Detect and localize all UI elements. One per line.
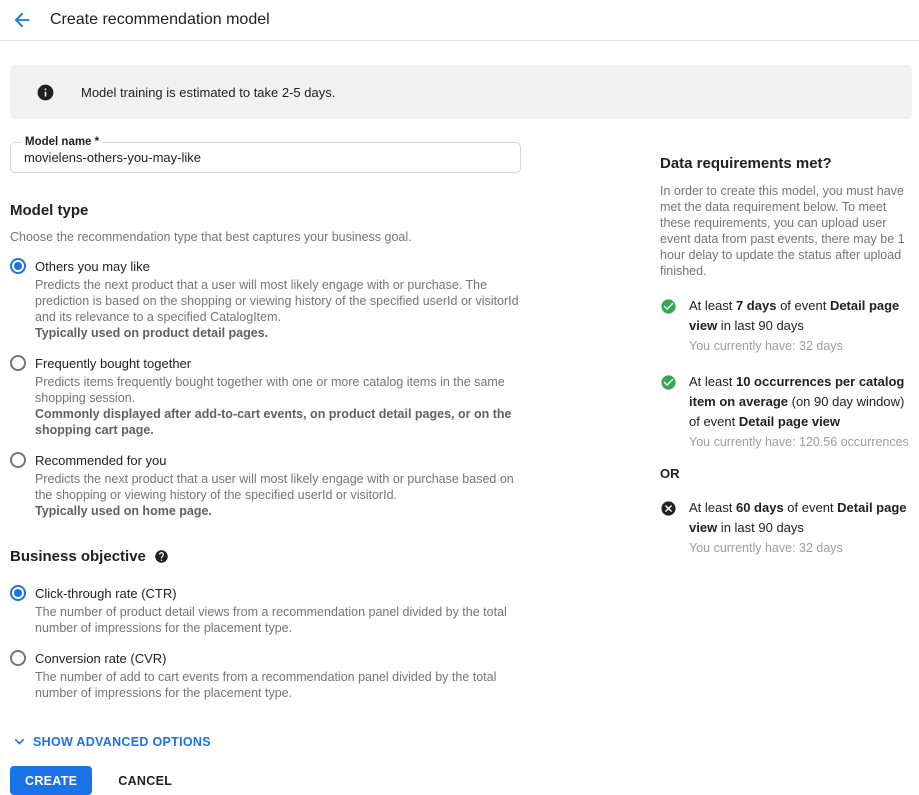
info-banner [10,65,912,119]
page-title: Create recommendation model [50,11,270,28]
radio-row[interactable] [10,452,521,468]
business-objective-heading [10,548,521,565]
radio-row[interactable] [10,355,521,371]
requirement-current: You currently have: 120.56 occurrences [689,435,909,449]
radio-icon[interactable] [10,258,26,274]
cancel-circle-icon [660,500,677,517]
option-description: The number of add to cart events from a recommendation panel divided by the total number of impressions for the placement type. [35,670,497,700]
requirement-item [660,498,910,557]
requirement-item [660,372,910,451]
option-description: The number of product detail views from a recommendation panel divided by the total number of impressions for the placement type. [35,605,507,635]
option-note: Commonly displayed after add-to-cart events, on product detail pages, or on the shopping cart page. [35,407,512,437]
radio-icon[interactable] [10,452,26,468]
option-others-you-may-like [10,258,521,341]
model-type-heading: Model type [10,202,89,219]
data-requirements-panel [660,155,910,557]
action-buttons [10,766,521,795]
arrow-back-icon [11,9,33,31]
requirement-item [660,296,910,355]
option-description: Predicts the next product that a user will most likely engage with or purchase. The prediction is based on the shopping or viewing history of the specified userId or visitorId and its relevance to a specified CatalogItem. [35,278,519,324]
model-type-subheading: Choose the recommendation type that best captures your business goal. [10,230,412,244]
radio-icon[interactable] [10,650,26,666]
option-note: Typically used on product detail pages. [35,326,269,340]
radio-label: Conversion rate (CVR) [35,650,167,666]
model-name-field [10,136,521,173]
radio-icon[interactable] [10,585,26,601]
radio-label: Frequently bought together [35,355,192,371]
requirements-intro: In order to create this model, you must have met the data requirement below. To meet these requirements, you can upload user event data from past events, there may be 1 hour delay to update the status after upload finished. [660,184,905,278]
option-description: Predicts the next product that a user will most likely engage with or purchase based on the shopping or viewing history of the specified userId or visitorId. [35,472,514,502]
option-ctr [10,585,521,636]
radio-row[interactable] [10,585,521,601]
option-description: Predicts items frequently bought together with one or more catalog items in the same shopping session. [35,375,505,405]
form-column [10,136,521,795]
requirement-text: At least 60 days of event Detail page view in last 90 days [689,500,907,535]
radio-label: Recommended for you [35,452,167,468]
info-icon [36,83,55,102]
radio-label: Click-through rate (CTR) [35,585,177,601]
option-cvr [10,650,521,701]
chevron-down-icon [10,732,29,751]
requirement-text: At least 7 days of event Detail page view in last 90 days [689,298,900,333]
or-label: OR [660,466,680,481]
check-circle-icon [660,298,677,315]
radio-icon[interactable] [10,355,26,371]
option-recommended-for-you [10,452,521,519]
radio-row[interactable] [10,258,521,274]
radio-label: Others you may like [35,258,150,274]
check-circle-icon [660,374,677,391]
requirement-current: You currently have: 32 days [689,541,843,555]
back-button[interactable] [6,4,38,36]
requirements-heading: Data requirements met? [660,155,832,172]
show-advanced-options-label: SHOW ADVANCED OPTIONS [33,734,211,749]
model-name-label: Model name * [21,136,103,149]
cancel-button[interactable]: CANCEL [118,773,173,788]
banner-text: Model training is estimated to take 2-5 days. [81,84,336,100]
requirement-text: At least 10 occurrences per catalog item on average (on 90 day window) of event Detail page view [689,374,905,429]
option-frequently-bought-together [10,355,521,438]
create-button[interactable]: CREATE [10,766,92,795]
show-advanced-options-link[interactable] [10,732,211,751]
page-header [0,0,919,41]
help-icon[interactable] [154,549,169,564]
option-note: Typically used on home page. [35,504,212,518]
radio-row[interactable] [10,650,521,666]
requirement-current: You currently have: 32 days [689,339,843,353]
business-objective-heading-text: Business objective [10,548,146,565]
